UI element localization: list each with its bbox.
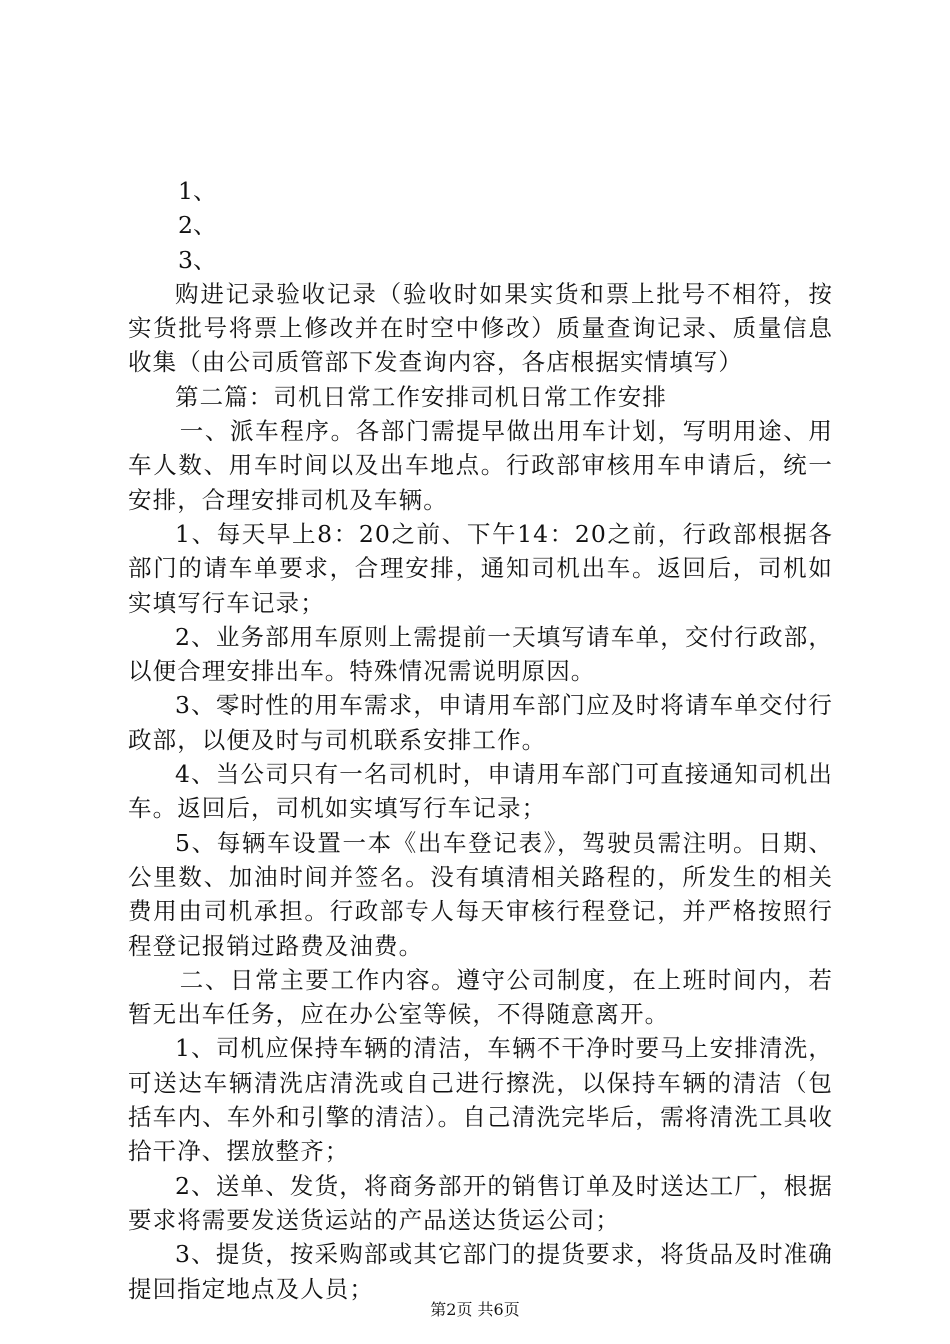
paragraph-dispatch-item-4: 4、当公司只有一名司机时，申请用车部门可直接通知司机出车。返回后，司机如实填写行车记录； bbox=[128, 760, 833, 823]
paragraph-daily-work: 二、日常主要工作内容。遵守公司制度，在上班时间内，若暂无出车任务，应在办公室等候，不得随意离开。 bbox=[128, 965, 833, 1029]
section-heading: 第二篇：司机日常工作安排司机日常工作安排 bbox=[175, 382, 667, 411]
paragraph-daily-item-1: 1、司机应保持车辆的清洁，车辆不干净时要马上安排清洗，可送达车辆清洗店清洗或自己进行擦洗，以保持车辆的清洁（包括车内、车外和引擎的清洁）。自己清洗完毕后，需将清洗工具收拾干净、摆放整齐； bbox=[128, 1034, 833, 1166]
paragraph-dispatch-item-2: 2、业务部用车原则上需提前一天填写请车单，交付行政部，以便合理安排出车。特殊情况需说明原因。 bbox=[128, 622, 833, 686]
paragraph-daily-item-2: 2、送单、发货，将商务部开的销售订单及时送达工厂，根据要求将需要发送货运站的产品送达货运公司； bbox=[128, 1171, 833, 1234]
numbered-item-1: 1、 bbox=[178, 177, 217, 205]
paragraph-dispatch-item-1: 1、每天早上8：20之前、下午14：20之前，行政部根据各部门的请车单要求，合理安排，通知司机出车。返回后，司机如实填写行车记录； bbox=[128, 519, 833, 617]
document-body bbox=[128, 174, 833, 1306]
paragraph-dispatch-item-3: 3、零时性的用车需求，申请用车部门应及时将请车单交付行政部，以便及时与司机联系安排工作。 bbox=[128, 691, 833, 754]
numbered-item-2: 2、 bbox=[178, 211, 217, 240]
paragraph-dispatch-item-5: 5、每辆车设置一本《出车登记表》，驾驶员需注明。日期、公里数、加油时间并签名。没有填清相关路程的，所发生的相关费用由司机承担。行政部专人每天审核行程登记，并严格按照行程登记报销过路费及油费。 bbox=[128, 828, 833, 960]
paragraph-purchase-records: 购进记录验收记录（验收时如果实货和票上批号不相符，按实货批号将票上修改并在时空中修改）质量查询记录、质量信息收集（由公司质管部下发查询内容，各店根据实情填写） bbox=[128, 279, 833, 377]
paragraph-daily-item-3: 3、提货，按采购部或其它部门的提货要求，将货品及时准确提回指定地点及人员； bbox=[128, 1240, 833, 1303]
page-footer: 第2页 共6页 bbox=[430, 1300, 520, 1319]
numbered-item-3: 3、 bbox=[178, 245, 217, 274]
paragraph-dispatch-procedure: 一、派车程序。各部门需提早做出用车计划，写明用途、用车人数、用车时间以及出车地点。行政部审核用车申请后，统一安排，合理安排司机及车辆。 bbox=[128, 417, 833, 514]
